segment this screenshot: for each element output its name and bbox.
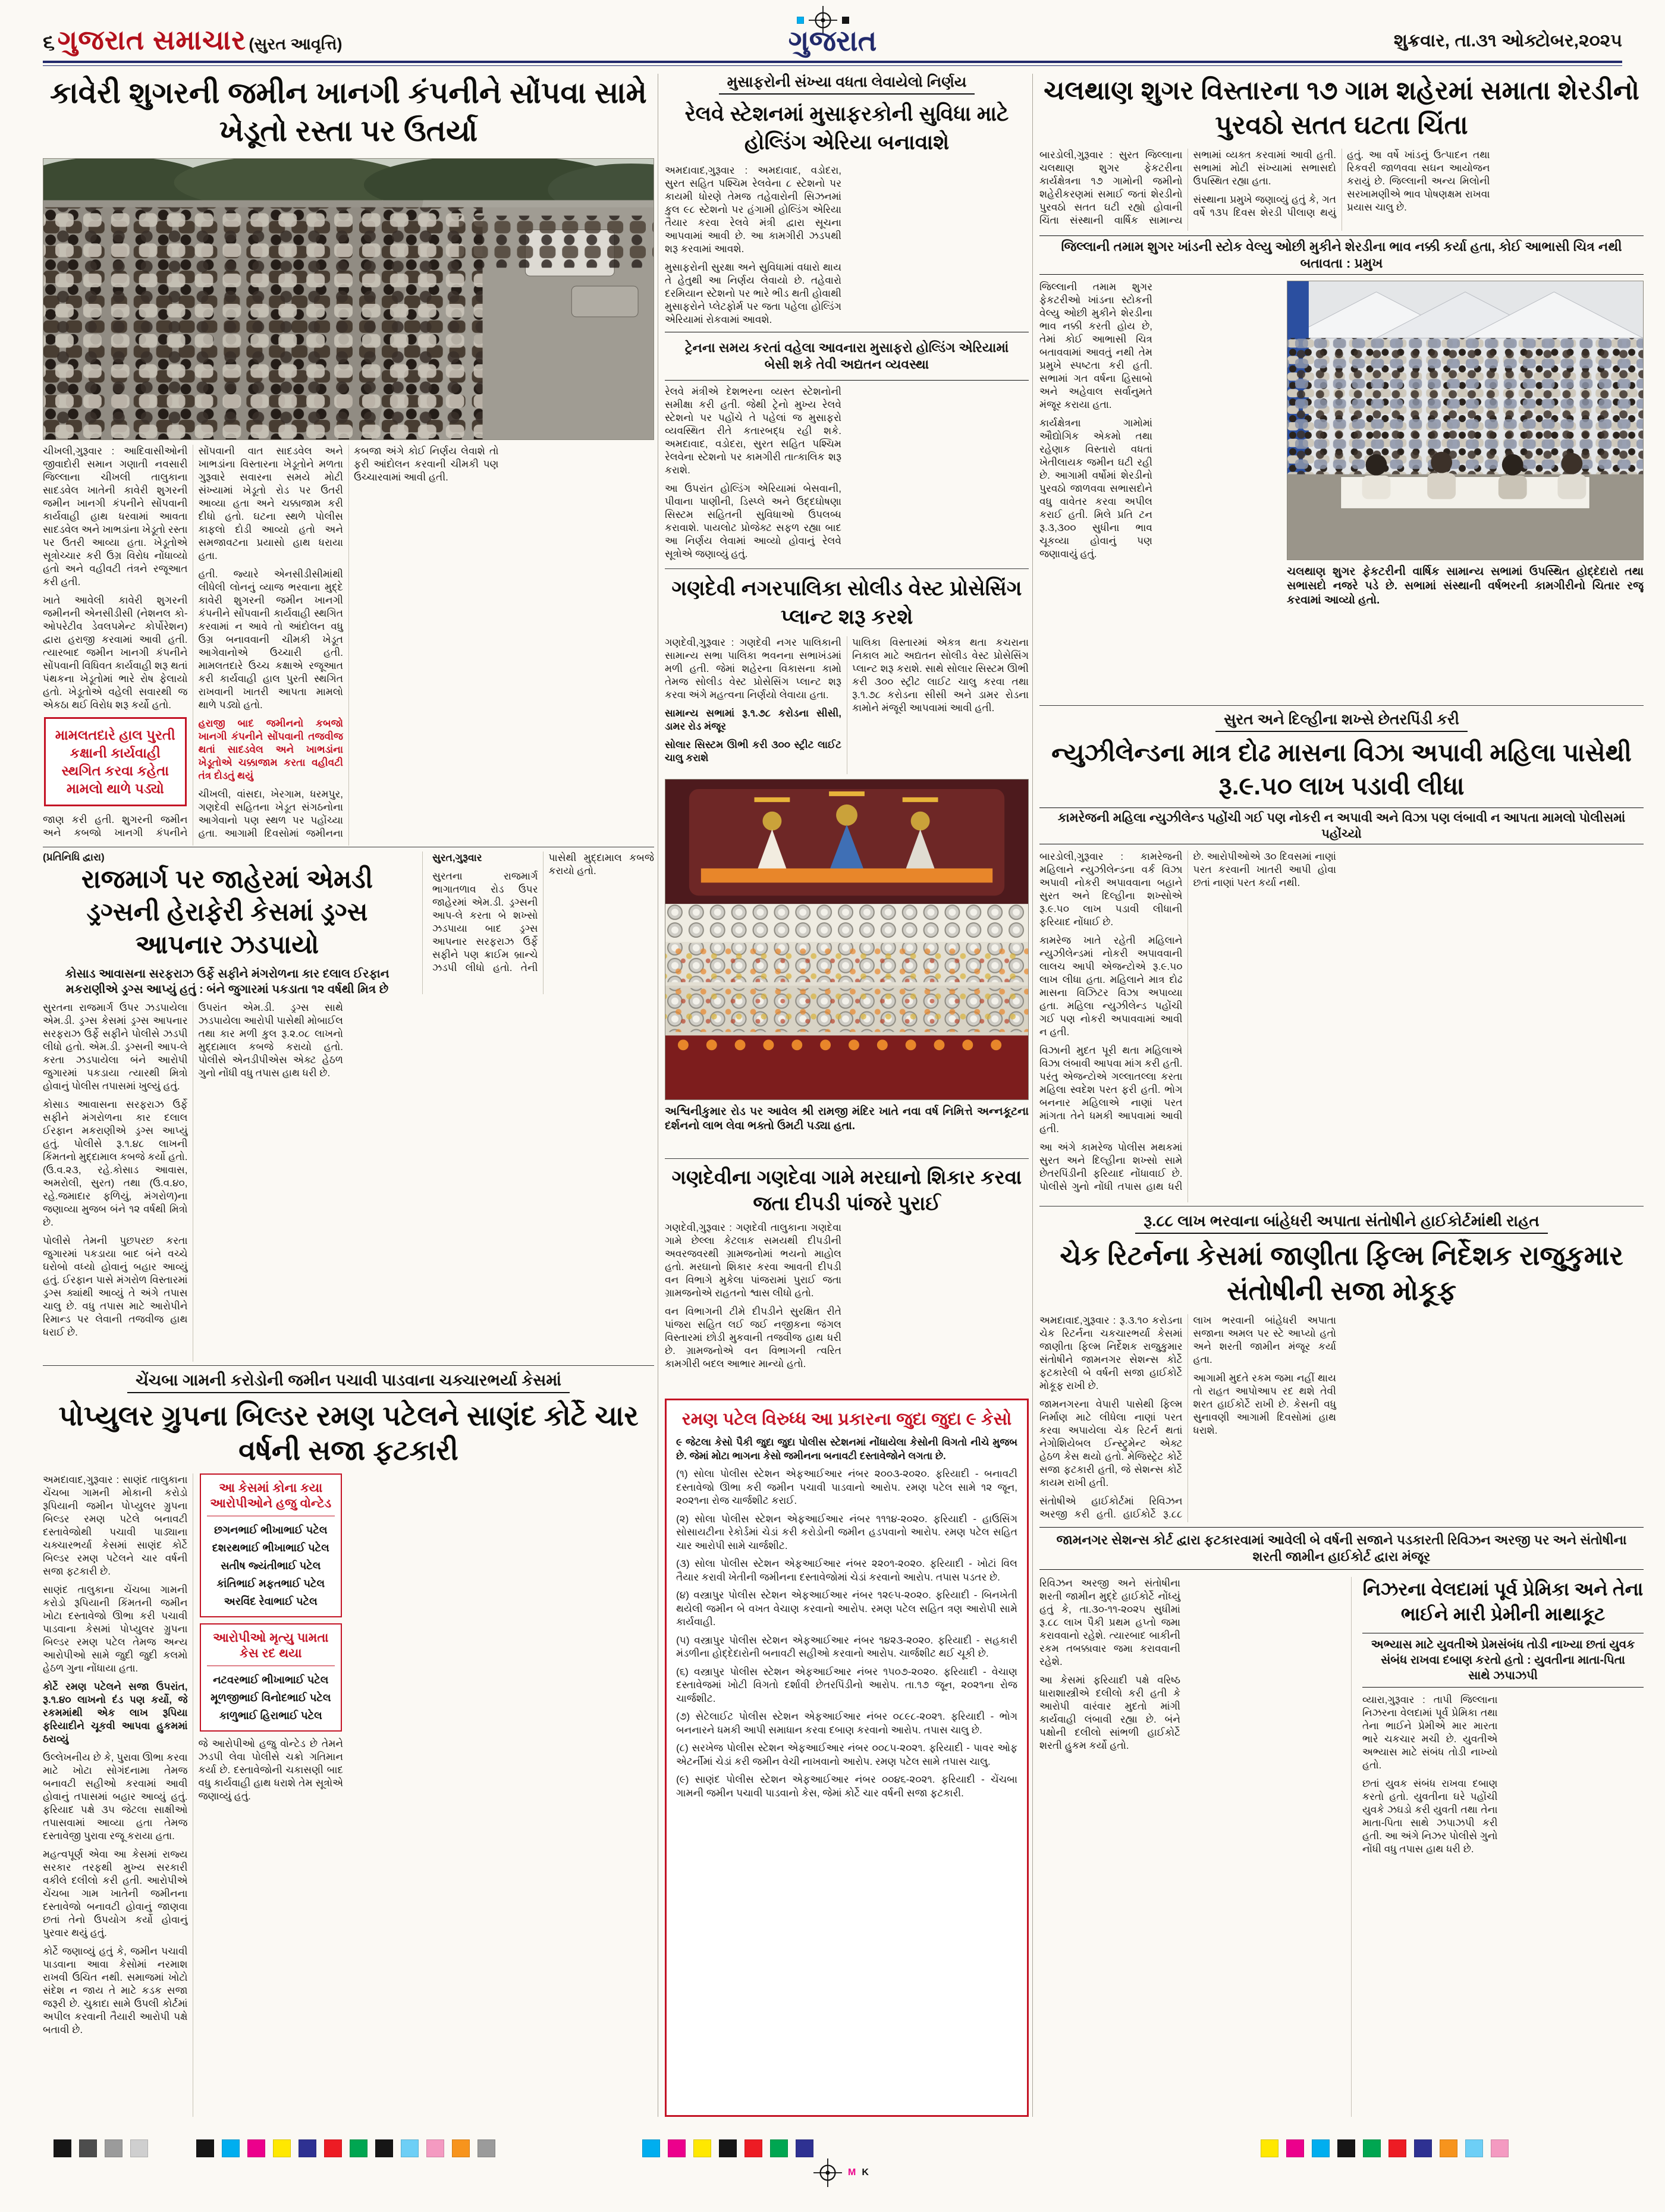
paragraph: મહત્વપૂર્ણ એવા આ કેસમાં રાજ્ય સરકાર તરફથી મુખ્ય સરકારી વકીલે દલીલો કરી હતી. આરોપીએ ચેંચબા ગામ ખાતેની જમીનના દસ્તાવેજો બનાવટી હોવાનું જાણવા છતાં તેનો ઉપયોગ કર્યો હોવાનું પુરવાર થયું હતું.: [43, 1849, 188, 1938]
cmyk-cyan-patch: [797, 17, 804, 24]
color-patch: [1363, 2139, 1381, 2157]
paragraph: સાણંદ તાલુકાના ચેંચબા ગામની કરોડો રૂપિયાની કિંમતની જમીન ખોટા દસ્તાવેજો ઊભા કરી પચાવી પાડવાના કેસમાં પોપ્યુલર ગ્રુપના બિલ્ડર રમણ પટેલ તેમજ અન્ય આરોપીઓ સામે જુદી જુદી કલમો હેઠળ ગુના નોંધાયા હતા.: [43, 1584, 188, 1674]
nizar-body: [1362, 1693, 1644, 2026]
cmyk-black-patch: [842, 17, 849, 24]
paragraph: અમદાવાદ,ગુરૂવાર : રૂ.૩.૧૦ કરોડના ચેક રિટર્નના ચકચારભર્યા કેસમાં જાણીતા ફિલ્મ નિર્દેશક રાજુકુમાર સંતોષીને જામનગર સેશન્સ કોર્ટે ફટકારેલી બે વર્ષની સજા હાઈકોર્ટે મોકૂફ રાખી છે.: [1039, 1315, 1183, 1391]
santoshi-subhead: જામનગર સેશન્સ કોર્ટ દ્વારા ફટકારવામાં આવેલી બે વર્ષની સજાને પડકારતી રિવિઝન અરજી પર અને સંતોષીના શરતી જામીન હાઈકોર્ટ દ્વારા મંજૂર: [1039, 1527, 1644, 1570]
registration-mark-bottom: [813, 2158, 869, 2187]
paragraph: અમદાવાદ,ગુરૂવાર : સાણંદ તાલુકાના ચેંચબા ગામની મોકાની કરોડો રૂપિયાની જમીન પોપ્યુલર ગ્રુપના બિલ્ડર રમણ પટેલે બનાવટી દસ્તાવેજોથી પચાવી પાડ્યાના ચક્ચારભર્યા કેસમાં સાણંદ કોર્ટે બિલ્ડર રમણ પટેલને ચાર વર્ષની સજા ફટકારી છે.: [43, 1474, 188, 1577]
chalthan-subhead: જિલ્લાની તમામ શુગર ખાંડની સ્ટોક વેલ્યુ ઓછી મુકીને શેરડીના ભાવ નક્કી કર્યા હતા, કોઈ આભાસી ચિત્ર નથી બતાવતા : પ્રમુખ: [1039, 235, 1644, 275]
accused-name: નટવરભાઈ ભીખાભાઈ પટેલ: [213, 1674, 329, 1686]
popular-body: [43, 1473, 654, 2117]
case-item: (૩) સોલા પોલીસ સ્ટેશન એફઆઈઆર નંબર ૨૨૦૧-૨૦૨૦. ફરિયાદી - ખોટાં વિલ તૈયાર કરાવી ખેતીની જમીનના દસ્તાવેજોમાં ચેડાં કરવાનો આરોપ. તપાસ પડતર છે.: [676, 1558, 1017, 1583]
color-patch: [1261, 2139, 1278, 2157]
page-date: શુક્રવાર, તા.૩૧ ઓક્ટોબર,૨૦૨૫: [1393, 31, 1622, 51]
paragraph: રિવિઝન અરજી અને સંતોષીના શરતી જામીન મુદ્દે હાઈકોર્ટે નોંધ્યું હતું કે, તા.૩૦-૧૧-૨૦૨૫ સુધીમાં રૂ.૮૮ લાખ પૈકી પ્રથમ હપ્તો જમા કરાવવાનો રહેશે. ત્યારબાદ બાકીની રકમ તબક્કાવાર જમા કરાવવાની રહેશે.: [1039, 1578, 1180, 1667]
page-number: ૬: [43, 30, 55, 54]
drugs-byline: (પ્રતિનિધિ દ્વારા): [43, 852, 105, 863]
paragraph: ગણદેવી,ગુરૂવાર : ગણદેવી તાલુકાના ગણદેવા ગામે છેલ્લા કેટલાક સમયથી દીપડીની અવરજવરથી ગ્રામજનોમાં ભયનો માહોલ હતો. મરઘાનો શિકાર કરવા આવતી દીપડી વન વિભાગે મુકેલા પાંજરામાં પુરાઈ જતા ગ્રામજનોએ રાહતનો શ્વાસ લીધો હતો.: [665, 1222, 841, 1299]
color-patch: [719, 2139, 737, 2157]
paragraph: જે આરોપીઓ હજુ વોન્ટેડ છે તેમને ઝડપી લેવા પોલીસે ચક્રો ગતિમાન કર્યા છે. દસ્તાવેજોની ચકાસણી બાદ વધુ કાર્યવાહી હાથ ધરાશે તેમ સૂત્રોએ જણાવ્યું હતું.: [198, 1738, 343, 1802]
paragraph: પોલીસે તેમની પુછપરછ કરતા જુગારમાં પકડાયા બાદ બંને વચ્ચે ઘરોબો વધ્યો હોવાનું બહાર આવ્યું હતું. ઈરફાન પાસે મંગરોળ વિસ્તારમાં ડ્રગ્સ ક્યાંથી આવ્યું તે અંગે તપાસ ચાલુ છે. વધુ તપાસ માટે આરોપીને રિમાન્ડ પર લેવાની તજવીજ હાથ ધરાઈ છે.: [43, 1235, 188, 1338]
paragraph: ઉલ્લેખનીય છે કે, પુરાવા ઊભા કરવા માટે ખોટા સોગંદનામા તેમજ બનાવટી સહીઓ કરવામાં આવી હોવાનું તપાસમાં બહાર આવ્યું હતું. ફરિયાદ પક્ષે ૩૫ જેટલા સાક્ષીઓ તપાસવામાં આવ્યા હતા તેમજ દસ્તાવેજી પુરાવા રજૂ કરાયા હતા.: [43, 1752, 188, 1842]
edition-label: (સુરત આવૃત્તિ): [249, 35, 343, 53]
paragraph: આ ઉપરાંત હોલ્ડિંગ એરિયામાં બેસવાની, પીવાના પાણીની, ડિસ્પ્લે અને ઉદ્દઘોષણા સિસ્ટમ સહિતની સુવિધાઓ ઉપલબ્ધ કરાવાશે. પાયલોટ પ્રોજેક્ટ સફળ રહ્યા બાદ આ નિર્ણય લેવામાં આવ્યો હોવાનું રેલવે સૂત્રોએ જણાવ્યું હતું.: [665, 483, 841, 560]
paragraph: ચીખલી, વાંસદા, ખેરગામ, ધરમપુર, ગણદેવી સહિતના ખેડૂત સંગઠનોના આગેવાનો પણ સ્થળ પર પહોંચ્યા હતા. આગામી દિવસોમાં જમીનના કબજા અંગે કોઈ નિર્ણય લેવાશે તો ફરી આંદોલન કરવાની ચીમકી પણ ઉચ્ચારવામાં આવી હતી.: [198, 445, 499, 839]
chalthan-body: [1039, 281, 1276, 703]
accused-name: દશરથભાઈ ભીખાભાઈ પટેલ: [212, 1542, 329, 1554]
paragraph: કોર્ટે જણાવ્યું હતું કે, જમીન પચાવી પાડવાના આવા કેસોમાં નરમાશ રાખવી ઉચિત નથી. સમાજમાં ખોટો સંદેશ ન જાય તે માટે કડક સજા જરૂરી છે. ચુકાદા સામે ઉપલી કોર્ટમાં અપીલ કરવાની તૈયારી આરોપી પક્ષે બતાવી છે.: [43, 1946, 188, 2035]
article-divider: [665, 1158, 1029, 1159]
paragraph: સુરતના રાજમાર્ગ ભાગાતળાવ રોડ ઉપર જાહેરમાં એમ.ડી. ડ્રગ્સની આપ-લે કરતા બે શખ્સો ઝડપાયા બાદ ડ્રગ્સ આપનાર સરફરાઝ ઉર્ફે સફીને પણ ક્રાઈમ બ્રાન્ચે ઝડપી લીધો હતો. તેની પાસેથી મુદ્દામાલ કબજે કરાયો હતો.: [432, 852, 654, 973]
paragraph: ગણદેવી,ગુરૂવાર : ગણદેવી નગર પાલિકાની સામાન્ય સભા પાલિકા ભવનના સભાખંડમાં મળી હતી. જેમાં શહેરના વિકાસના કામો તેમજ સોલીડ વેસ્ટ પ્રોસેસિંગ પ્લાન્ટ શરૂ કરવા અંગે મહત્વના નિર્ણયો લેવાયા હતા.: [665, 637, 841, 700]
paragraph: અમદાવાદ,ગુરૂવાર : અમદાવાદ, વડોદરા, સુરત સહિત પશ્ચિમ રેલવેના ૮ સ્ટેશનો પર કાયમી ધોરણે તેમજ તહેવારોની સિઝનમાં કુલ ૯૮ સ્ટેશનો પર હંગામી હોલ્ડિંગ એરિયા તૈયાર કરવા રેલવે મંત્રી દ્વારા સૂચના આપવામાં આવી છે. આ કામગીરી ઝડપથી શરૂ કરવામાં આવશે.: [665, 165, 841, 254]
color-patch: [1388, 2139, 1406, 2157]
railway-headline: રેલવે સ્ટેશનમાં મુસાફરકોની સુવિધા માટે હોલ્ડિંગ એરિયા બનાવાશે: [684, 102, 1009, 154]
header-rule-thin: [43, 65, 1622, 66]
chalthan-row: [1039, 281, 1644, 703]
drugs-lead: [422, 852, 654, 994]
case-item: (૭) સેટેલાઈટ પોલીસ સ્ટેશન એફઆઈઆર નંબર ૦૮૯૮-૨૦૨૧. ફરિયાદી - ભોગ બનનારને ધમકી આપી સમાધાન કરવા દબાણ કરવાનો આરોપ. તપાસ ચાલુ છે.: [676, 1711, 1017, 1736]
annakut-caption: અશ્વિનીકુમાર રોડ પર આવેલ શ્રી રામજી મંદિર ખાતે નવા વર્ષ નિમિત્તે અન્નકૂટના દર્શનનો લાભ લેવા ભક્તો ઉમટી પડ્યા હતા.: [665, 1105, 1029, 1132]
paragraph: આગામી મુદતે રકમ જમા નહીં થાય તો રાહત આપોઆપ રદ થશે તેવી શરત હાઈકોર્ટે રાખી છે. કેસની વધુ સુનાવણી આગામી દિવસોમાં હાથ ધરાશે.: [1193, 1372, 1336, 1436]
drugs-body: [43, 1001, 654, 1362]
popular-headline: પોપ્યુલર ગ્રુપના બિલ્ડર રમણ પટેલને સાણંદ કોર્ટે ચાર વર્ષની સજા ફટકારી: [58, 1400, 639, 1466]
chalthan-photo-block: [1287, 281, 1644, 703]
color-patch: [1337, 2139, 1355, 2157]
case-item: (૮) સરખેજ પોલીસ સ્ટેશન એફઆઈઆર નંબર ૦૦૮૫-૨૦૨૧. ફરિયાદી - પાવર ઓફ એટર્નીમાં ચેડાં કરી જમીન વેચી નાખવાનો આરોપ. રમણ પટેલ સામે તપાસ ચાલુ.: [676, 1742, 1017, 1767]
santoshi-continuation: [1039, 1577, 1332, 2117]
drugs-headline-block: [43, 852, 411, 994]
visa-kicker: સુરત અને દિલ્હીના શખ્સે છેતરપિંડી કરી: [1039, 711, 1644, 728]
registration-crosshair-icon: [813, 2158, 842, 2187]
color-patch: [324, 2139, 342, 2157]
paragraph: વન વિભાગની ટીમે દીપડીને સુરક્ષિત રીતે પાંજરા સહિત લઈ જઈ નજીકના જંગલ વિસ્તારમાં છોડી મુકવાની તજવીજ હાથ ધરી છે. ગ્રામજનોએ વન વિભાગની ત્વરિત કામગીરી બદલ આભાર માન્યો હતો.: [665, 1306, 841, 1369]
railway-body-bottom: [665, 385, 1029, 565]
gandevi-headline: ગણદેવી નગરપાલિકા સોલીડ વેસ્ટ પ્રોસેસિંગ પ્લાન્ટ શરૂ કરશે: [671, 577, 1022, 629]
gandevi-body: [665, 636, 1029, 774]
color-patch: [668, 2139, 686, 2157]
column-divider-right: [1032, 74, 1033, 2117]
color-patch: [375, 2139, 393, 2157]
color-patch: [130, 2139, 148, 2157]
paragraph: કાર્યક્ષેત્રના ગામોમાં ઔદ્યોગિક એકમો તથા રહેણાક વિસ્તારો વધતાં ખેતીલાયક જમીન ઘટી રહી છે. આગામી વર્ષોમાં શેરડીનો પુરવઠો જાળવવા સભાસદોને વધુ વાવેતર કરવા અપીલ કરાઈ હતી. મિલે પ્રતિ ટન રૂ.૩,૩૦૦ સુધીના ભાવ ચૂકવ્યા હોવાનું પણ જણાવાયું હતું.: [1039, 417, 1152, 560]
color-patch: [105, 2139, 122, 2157]
case-item: (૧) સોલા પોલીસ સ્ટેશન એફઆઈઆર નંબર ૨૦૦૩-૨૦૨૦. ફરિયાદી - બનાવટી દસ્તાવેજો ઊભા કરી જમીન પચાવી પાડવાનો આરોપ. રમણ પટેલ સામે ૧૨ જૂન, ૨૦૨૧ના રોજ ચાર્જશીટ કરાઈ.: [676, 1468, 1017, 1506]
chalthan-caption: ચલથાણ શુગર ફેકટરીની વાર્ષિક સામાન્ય સભામાં ઉપસ્થિત હોદ્દેદારો તથા સભાસદો નજરે પડે છે. સભામાં સંસ્થાની વર્ષભરની કામગીરીનો ચિતાર રજૂ કરવામાં આવ્યો હતો.: [1287, 565, 1644, 607]
drugs-subhead: કોસાડ આવાસના સરફરાઝ ઉર્ફે સફીને મંગરોળના કાર દલાલ ઈરફાન મકરાણીએ ડ્રગ્સ આપ્યું હતું : બંને જુગારમાં પકડાતા ૧૨ વર્ષથી મિત્ર છે: [65, 967, 389, 996]
drugs-header-row: [43, 852, 654, 994]
color-patch: [350, 2139, 367, 2157]
color-patch: [770, 2139, 788, 2157]
paragraph: બારડોલી,ગુરૂવાર : કામરેજની મહિલાને ન્યુઝીલેન્ડના વર્ક વિઝા અપાવી નોકરી અપાવવાના બહાને સુરત અને દિલ્હીના શખ્સોએ રૂ.૯.૫૦ લાખ પડાવી લીધાની ફરિયાદ નોંધાઈ છે.: [1039, 851, 1183, 928]
gandevi-bold-1: સામાન્ય સભામાં રૂ.૧.૭૮ કરોડના સીસી, ડામર રોડ મંજૂર: [665, 708, 841, 732]
kaveri-headline: કાવેરી શુગરની જમીન ખાનગી કંપનીને સોંપવા સામે ખેડૂતો રસ્તા પર ઉતર્યા: [50, 76, 647, 147]
article-divider: [665, 568, 1029, 569]
paragraph: સંસ્થાના પ્રમુખે જણાવ્યું હતું કે, ગત વર્ષે ૧૩૫ દિવસ શેરડી પીલાણ થયું હતું. આ વર્ષે ખાંડનું ઉત્પાદન તથા રિકવરી જાળવવા સઘન આયોજન કરાયું છે. જિલ્લાની અન્ય મિલોની સરખામણીએ ભાવ પોષણક્ષમ રાખવા પ્રયાસ ચાલુ છે.: [1193, 149, 1490, 218]
right-column-group: [1039, 74, 1644, 2117]
color-calibration-strip-left: [196, 2139, 503, 2157]
accused-name: કાળુભાઈ હિરાભાઈ પટેલ: [219, 1710, 322, 1721]
color-patch: [273, 2139, 291, 2157]
masthead-block: [43, 24, 578, 57]
nizar-subhead: અભ્યાસ માટે યુવતીએ પ્રેમસંબંધ તોડી નાખ્યા છતાં યુવક સંબંધ રાખવા દબાણ કરતો હતો : યુવતીના માતા-પિતા સાથે ઝપાઝપી: [1362, 1633, 1644, 1688]
kaveri-highlight-box: મામલતદારે હાલ પુરતી કક્ષાની કાર્યવાહી સ્થગિત કરવા કહેતા મામલો થાળે પડ્યો: [44, 717, 187, 806]
leopard-body: [665, 1221, 1029, 1393]
accused-name: સતીષ જ્યંતીભાઈ પટેલ: [221, 1560, 321, 1572]
paragraph: ઉપરાંત એમ.ડી. ડ્રગ્સ સાથે ઝડપાયેલા આરોપી પાસેથી મોબાઈલ તથા કાર મળી કુલ રૂ.૨.૦૮ લાખનો મુદ્દામાલ કબજે કરાયો હતો. પોલીસે એનડીપીએસ એક્ટ હેઠળ ગુનો નોંધી વધુ તપાસ હાથ ધરી છે.: [198, 1002, 343, 1079]
color-patch: [426, 2139, 444, 2157]
raman-cases-intro: ૯ જેટલા કેસો પૈકી જુદા જુદા પોલીસ સ્ટેશનમાં નોંધાયેલા કેસોની વિગતો નીચે મુજબ છે. જેમાં મોટા ભાગના કેસો જમીનના બનાવટી દસ્તાવેજોને લગતા છે.: [676, 1437, 1017, 1462]
color-patch: [247, 2139, 265, 2157]
drugs-dateline: સુરત,ગુરૂવાર: [432, 852, 482, 863]
nizar-headline: નિઝરના વેલદામાં પૂર્વ પ્રેમિકા અને તેના ભાઈને મારી પ્રેમીની માથાકૂટ: [1362, 1579, 1644, 1625]
case-item: (૬) વસ્ત્રાપુર પોલીસ સ્ટેશન એફઆઈઆર નંબર ૧૫૦૭-૨૦૨૦. ફરિયાદી - વેચાણ દસ્તાવેજમાં ખોટી વિગતો દર્શાવી છેતરપિંડીનો આરોપ. તા.૧૭ જૂન, ૨૦૨૧ના રોજ ચાર્જશીટ.: [676, 1666, 1017, 1704]
visa-subhead: કામરેજની મહિલા ન્યુઝીલેન્ડ પહોંચી ગઈ પણ નોકરી ન અપાવી અને વિઝા પણ લંબાવી ન આપતા મામલો પોલીસમાં પહોંચ્યો: [1039, 807, 1644, 844]
paragraph: ખાતે આવેલી કાવેરી શુગરની જમીનની એનસીડીસી (નેશનલ કો-ઓપરેટીવ ડેવલપમેન્ટ કોર્પોરેશન) દ્વારા હરાજી કરવામાં આવી હતી. ત્યારબાદ જમીન ખાનગી કંપનીને સોંપવાની વિધિવત કાર્યવાહી શરૂ થતાં પંથકના ખેડૂતોમાં ભારે રોષ ફેલાયો હતો. ખેડૂતોએ વહેલી સવારથી જ એકઠા થઈ વિરોધ શરૂ કર્યો હતો.: [43, 595, 188, 711]
accused-name: અરવિંદ રેવાભાઈ પટેલ: [224, 1595, 318, 1607]
paragraph: હતી. જ્યારે એનસીડીસીમાંથી લીધેલી લોનનું વ્યાજ ભરવાના મુદ્દે કાવેરી શુગરની જમીન ખાનગી કંપનીને સોંપવાની કાર્યવાહી સ્થગિત કરવામાં ન આવે તો આંદોલન વધુ ઉગ્ર બનાવવાની ચીમકી ખેડૂત આગેવાનોએ ઉચ્ચારી હતી. મામલતદારે ઉચ્ચ કક્ષાએ રજૂઆત કરી કાર્યવાહી હાલ પુરતી સ્થગિત રાખવાની ખાતરી આપતા મામલો થાળે પડ્યો હતો.: [198, 568, 343, 711]
paragraph: જિલ્લાની તમામ શુગર ફેકટરીઓ ખાંડના સ્ટોકની વેલ્યુ ઓછી મુકીને શેરડીના ભાવ નક્કી કરતી હોય છે, તેમાં કોઈ આભાસી ચિત્ર બતાવવામાં આવતું નથી તેમ પ્રમુખે સ્પષ્ટતા કરી હતી. સભામાં ગત વર્ષના હિસાબો અને અહેવાલ સર્વાનુમતે મંજૂર કરાયા હતા.: [1039, 281, 1152, 410]
masthead: ગુજરાત સમાચાર: [57, 24, 246, 55]
color-patch: [452, 2139, 470, 2157]
color-patch: [693, 2139, 711, 2157]
visa-headline: ન્યુઝીલેન્ડના માત્ર દોઢ માસના વિઝા અપાવી મહિલા પાસેથી રૂ.૯.૫૦ લાખ પડાવી લીધા: [1051, 739, 1632, 800]
wanted-accused-box: [200, 1473, 343, 1617]
nizar-article: [1351, 1577, 1644, 2117]
paragraph: છતાં યુવક સંબંધ રાખવા દબાણ કરતો હતો. યુવતીના ઘરે પહોંચી યુવકે ઝઘડો કરી યુવતી તથા તેના માતા-પિતા સાથે ઝપાઝપી કરી હતી. આ અંગે નિઝર પોલીસે ગુનો નોંધી વધુ તપાસ હાથ ધરી છે.: [1362, 1778, 1498, 1855]
kaveri-red-note: હરાજી બાદ જમીનનો કબજો ખાનગી કંપનીને સોંપવાની તજવીજ થતાં સાદડવેલ અને ખાભડાંના ખેડૂતોએ ચક્કાજામ કરતા વહીવટી તંત્ર દોડતું થયું: [198, 718, 343, 781]
paragraph: બારડોલી,ગુરૂવાર : સુરત જિલ્લાના ચલથાણ શુગર ફેકટરીના કાર્યક્ષેત્રના ૧૭ ગામોની જમીનો શહેરીકરણમાં સમાઈ જતાં શેરડીનો પુરવઠો સતત ઘટી રહ્યો હોવાની ચિંતા સંસ્થાની વાર્ષિક સામાન્ય સભામાં વ્યક્ત કરવામાં આવી હતી. સભામાં મોટી સંખ્યામાં સભાસદો ઉપસ્થિત રહ્યા હતા.: [1039, 149, 1336, 226]
section-title: ગુજરાત: [788, 26, 877, 57]
photo-annakut-temple: [665, 779, 1029, 1100]
paragraph: ચીખલી,ગુરૂવાર : આદિવાસીઓની જીવાદોરી સમાન ગણાતી નવસારી જિલ્લાના ચીખલી તાલુકાના સાદડવેલ ખાતેની કાવેરી શુગરની જમીન ખાનગી કંપનીને સોંપવાની કાર્યવાહી હાથ ધરવામાં આવતા સાદડવેલ અને ખાભડાંના ખેડૂતો રસ્તા પર ઉતરી આવ્યા હતા. ખેડૂતોએ સૂત્રોચ્ચાર કરી ઉગ્ર વિરોધ નોંધાવ્યો હતો અને વહીવટી તંત્રને રજૂઆત કરી હતી.: [43, 445, 188, 587]
color-patch: [299, 2139, 316, 2157]
color-patch: [1286, 2139, 1304, 2157]
color-patch: [401, 2139, 419, 2157]
raman-cases-title: રમણ પટેલ વિરુધ્ધ આ પ્રકારના જુદા જુદા ૯ કેસો: [681, 1410, 1012, 1429]
paragraph: કામરેજ ખાતે રહેતી મહિલાને ન્યુઝીલેન્ડમાં નોકરી અપાવવાની લાલચ આપી એજન્ટોએ રૂ.૯.૫૦ લાખ લીધા હતા. મહિલાને માત્ર દોઢ માસના વિઝિટર વિઝા અપાવ્યા હતા. મહિલા ન્યુઝીલેન્ડ પહોંચી ગઈ પણ નોકરી અપાવવામાં આવી ન હતી.: [1039, 935, 1183, 1038]
santoshi-headline: ચેક રિટર્નના કેસમાં જાણીતા ફિલ્મ નિર્દેશક રાજુકુમાર સંતોષીની સજા મોકૂફ: [1060, 1240, 1623, 1306]
paragraph: કોસાડ આવાસના સરફરાઝ ઉર્ફે સફીને મંગરોળના કાર દલાલ ઈરફાન મકરાણીએ ડ્રગ્સ આપ્યું હતું. પોલીસે રૂ.૧.૪૮ લાખની કિંમતનો મુદ્દામાલ કબજે કર્યો હતો. (ઉ.વ.૨૩, રહે.કોસાડ આવાસ, અમરોલી, સુરત) તથા (ઉ.વ.૪૦, રહે.જમાદાર ફળિયું, મંગરોળ)ના જણાવ્યા મુજબ બંને ૧૨ વર્ષથી મિત્રો છે.: [43, 1099, 188, 1228]
paragraph: સુરતના રાજમાર્ગ ઉપર ઝડપાયેલા એમ.ડી. ડ્રગ્સ કેસમાં ડ્રગ્સ આપનાર સરફરાઝ ઉર્ફે સફીને પોલીસે ઝડપી લીધો હતો. એમ.ડી. ડ્રગ્સની આપ-લે કરતા ઝડપાયેલા બંને આરોપી જુગારમાં પકડાયા ત્યારથી મિત્રો હોવાનું પોલીસ તપાસમાં ખુલ્યું હતું.: [43, 1002, 188, 1092]
railway-subhead: ટ્રેનના સમય કરતાં વહેલા આવનારા મુસાફરો હોલ્ડિંગ એરિયામાં બેસી શકે તેવી અદ્યતન વ્યવસ્થા: [665, 332, 1029, 381]
railway-body-top: [665, 164, 1029, 327]
drugs-headline: રાજમાર્ગ પર જાહેરમાં એમડી ડ્રગ્સની હેરાફેરી કેસમાં ડ્રગ્સ આપનાર ઝડપાયો: [81, 865, 373, 959]
color-patch: [1414, 2139, 1432, 2157]
paragraph: મુસાફરોની સુરક્ષા અને સુવિધામાં વધારો થાય તે હેતુથી આ નિર્ણય લેવાયો છે. તહેવારો દરમિયાન સ્ટેશનો પર ભારે ભીડ થતી હોવાથી મુસાફરોને પ્લેટફોર્મ પર જતા પહેલા હોલ્ડિંગ એરિયામાં રોકવામાં આવશે.: [665, 262, 841, 325]
accused-name: કાંતિભાઈ મફતભાઈ પટેલ: [216, 1578, 325, 1589]
paragraph: આ કેસમાં ફરિયાદી પક્ષે વરિષ્ઠ ધારાશાસ્ત્રીએ દલીલો કરી હતી કે આરોપી વારંવાર મુદતો માંગી કાર્યવાહી લંબાવી રહ્યા છે. બંને પક્ષોની દલીલો સાંભળી હાઈકોર્ટે શરતી હુકમ કર્યો હતો.: [1039, 1674, 1180, 1751]
deceased-accused-box: [200, 1623, 343, 1732]
accused-name: મૂળજીભાઈ વિનોદભાઈ પટેલ: [210, 1692, 331, 1704]
paragraph: જામનગરના વેપારી પાસેથી ફિલ્મ નિર્માણ માટે લીધેલા નાણાં પરત કરવા અપાયેલા ચેક રિટર્ન થતાં નેગોશિયેબલ ઈન્સ્ટ્રુમેન્ટ એક્ટ હેઠળ કેસ થયો હતો. મેજિસ્ટ્રેટ કોર્ટે સજા ફટકારી હતી, જે સેશન્સ કોર્ટે કાયમ રાખી હતી.: [1039, 1399, 1183, 1488]
color-patch: [196, 2139, 214, 2157]
case-item: (૫) વસ્ત્રાપુર પોલીસ સ્ટેશન એફઆઈઆર નંબર ૧૪૨૩-૨૦૨૦. ફરિયાદી - સહકારી મંડળીના હોદ્દેદારોની બનાવટી સહીઓ કરવાનો આરોપ. ચાર્જશીટ થઈ ચૂકી છે.: [676, 1634, 1017, 1659]
chalthan-headline: ચલથાણ શુગર વિસ્તારના ૧૭ ગામ શહેરમાં સમાતા શેરડીનો પુરવઠો સતત ઘટતા ચિંતા: [1044, 76, 1639, 140]
color-patch: [54, 2139, 71, 2157]
gandevi-bold-2: સોલાર સિસ્ટમ ઊભી કરી ૩૦૦ સ્ટ્રીટ લાઈટ ચાલુ કરાશે: [665, 739, 841, 763]
paragraph: પાલિકા વિસ્તારમાં એકત્ર થતા કચરાના નિકાલ માટે અદ્યતન સોલીડ વેસ્ટ પ્રોસેસિંગ પ્લાન્ટ શરૂ કરાશે. સાથે સોલાર સિસ્ટમ ઊભી કરી ૩૦૦ સ્ટ્રીટ લાઈટ ચાલુ કરવા તથા રૂ.૧.૭૮ કરોડના સીસી અને ડામર રોડના કામોને મંજૂરી આપવામાં આવી હતી.: [852, 637, 1029, 714]
case-item: (૨) સોલા પોલીસ સ્ટેશન એફઆઈઆર નંબર ૧૧૧૪-૨૦૨૦. ફરિયાદી - હાઉસિંગ સોસાયટીના રેકોર્ડમાં ચેડાં કરી કરોડોની જમીન હડપવાનો આરોપ. રમણ પટેલ સહિત ચાર આરોપી સામે ચાર્જશીટ.: [676, 1513, 1017, 1551]
railway-kicker: મુસાફરોની સંખ્યા વધતા લેવાયેલો નિર્ણય: [665, 74, 1029, 91]
color-patch: [477, 2139, 495, 2157]
color-patch: [1491, 2139, 1509, 2157]
color-patch: [222, 2139, 240, 2157]
popular-kicker: ચેંચબા ગામની કરોડોની જમીન પચાવી પાડવાના ચક્ચારભર્યા કેસમાં: [43, 1371, 654, 1390]
right-bottom-row: [1039, 1577, 1644, 2117]
color-patch: [79, 2139, 97, 2157]
case-item: (૪) વસ્ત્રાપુર પોલીસ સ્ટેશન એફઆઈઆર નંબર ૧૨૯૫-૨૦૨૦. ફરિયાદી - બિનખેતી થયેલી જમીન બે વખત વેચાણ કરવાનો આરોપ. રમણ પટેલ સહિત ત્રણ આરોપી સામે કાર્યવાહી.: [676, 1589, 1017, 1627]
photo-farmers-protest: [43, 158, 654, 440]
center-column-group: [665, 74, 1029, 2117]
paragraph: આ અંગે કામરેજ પોલીસ મથકમાં સુરત અને દિલ્હીના શખ્સો સામે છેતરપિંડીની ફરિયાદ નોંધાવાઈ છે. પોલીસે ગુનો નોંધી તપાસ હાથ ધરી છે. આરોપીઓએ ૩૦ દિવસમાં નાણાં પરત કરવાની ખાતરી આપી હોવા છતાં નાણાં પરત કર્યા નથી.: [1039, 851, 1336, 1192]
article-divider: [43, 1365, 654, 1366]
color-calibration-strip-right: [1261, 2139, 1516, 2157]
paragraph: વ્યારા,ગુરૂવાર : તાપી જિલ્લાના નિઝરના વેલદામાં પૂર્વ પ્રેમિકા તથા તેના ભાઈને પ્રેમીએ માર મારતા ભારે ચકચાર મચી છે. યુવતીએ અભ્યાસ માટે સંબંધ તોડી નાખ્યો હતો.: [1362, 1694, 1498, 1771]
paragraph: જાણ કરી હતી. શુગરની જમીન અને કબજો ખાનગી કંપનીને સોંપવાની વાત સાદડવેલ અને ખાભડાંના વિસ્તારના ખેડૂતોને મળતા ગુરૂવારે સવારના સમયે મોટી સંખ્યામાં ખેડૂતો રોડ પર ઉતરી આવ્યા હતા અને ચક્કાજામ કરી દીધો હતો. ઘટના સ્થળે પોલીસ કાફલો દોડી આવ્યો હતો અને સમજાવટના પ્રયાસો હાથ ધરાયા હતા.: [43, 445, 343, 838]
kaveri-body: [43, 445, 654, 846]
color-patch: [642, 2139, 660, 2157]
wanted-accused-title: આ કેસમાં કોના કયા આરોપીઓને હજુ વોન્ટેડ: [207, 1481, 335, 1516]
header-rule: [43, 61, 1622, 63]
color-patch: [796, 2139, 813, 2157]
paragraph: રેલવે મંત્રીએ દેશભરના વ્યસ્ત સ્ટેશનોની સમીક્ષા કરી હતી. જેથી ટ્રેનો મુખ્ય રેલવે સ્ટેશનો પર પહોંચે તે પહેલાં જ મુસાફરો વ્યવસ્થિત રીતે કતારબદ્ધ રહી શકે. અમદાવાદ, વડોદરા, સુરત સહિત પશ્ચિમ રેલવેના સ્ટેશનો પર કામગીરી તાત્કાલિક શરૂ કરાશે.: [665, 386, 841, 476]
santoshi-body: [1039, 1314, 1644, 1522]
color-calibration-strip-center: [642, 2139, 821, 2157]
left-column-group: [43, 74, 654, 2117]
popular-bold-line: કોર્ટે રમણ પટેલને સજા ઉપરાંત, રૂ.૧.૪૦ લાખનો દંડ પણ કર્યો, જે રકમમાંથી એક લાખ રૂપિયા ફરિયાદીને ચૂકવી આપવા હુકમમાં ઠરાવ્યું: [43, 1681, 188, 1745]
color-patch: [1312, 2139, 1330, 2157]
magenta-mark-label: M: [848, 2167, 856, 2178]
deceased-accused-title: આરોપીઓ મૃત્યુ પામતા કેસ રદ થયા: [207, 1630, 335, 1666]
color-patch: [1465, 2139, 1483, 2157]
raman-cases-list: [676, 1436, 1017, 1800]
leopard-headline: ગણદેવીના ગણદેવા ગામે મરઘાનો શિકાર કરવા જતા દીપડી પાંજરે પુરાઈ: [671, 1166, 1022, 1214]
accused-name: છગનભાઈ ભીખાભાઈ પટેલ: [214, 1524, 328, 1536]
color-patch: [744, 2139, 762, 2157]
raman-cases-box: [665, 1399, 1029, 2117]
case-item: (૯) સાણંદ પોલીસ સ્ટેશન એફઆઈઆર નંબર ૦૦૪૬-૨૦૨૧. ફરિયાદી - ચેંચબા ગામની જમીન પચાવી પાડવાનો કેસ, જેમાં કોર્ટે ચાર વર્ષની સજા ફટકારી.: [676, 1774, 1017, 1799]
chalthan-intro: [1039, 149, 1644, 231]
santoshi-kicker: રૂ.૮૮ લાખ ભરવાના બાંહેધરી અપાતા સંતોષીને હાઈકોર્ટમાંથી રાહત: [1039, 1212, 1644, 1231]
paragraph: સંતોષીએ હાઈકોર્ટમાં રિવિઝન અરજી કરી હતી. હાઈકોર્ટે રૂ.૮૮ લાખ ભરવાની બાંહેધરી અપાતા સજાના અમલ પર સ્ટે આપ્યો હતો અને શરતી જામીન મંજૂર કર્યા હતા.: [1039, 1315, 1336, 1520]
article-divider: [1039, 705, 1644, 706]
visa-body: [1039, 850, 1644, 1202]
grayscale-calibration-strip: [54, 2139, 156, 2157]
paragraph: વિઝાની મુદત પૂરી થતા મહિલાએ વિઝા લંબાવી આપવા માંગ કરી હતી. પરંતુ એજન્ટોએ ગલ્લાતલ્લા કરતા મહિલા સ્વદેશ પરત ફરી હતી. ભોગ બનનાર મહિલાએ નાણાં પરત માંગતા તેને ધમકી આપવામાં આવી હતી.: [1039, 1045, 1183, 1135]
photo-sugar-meeting: [1287, 281, 1644, 560]
black-mark-label: K: [862, 2167, 869, 2178]
color-patch: [1440, 2139, 1457, 2157]
